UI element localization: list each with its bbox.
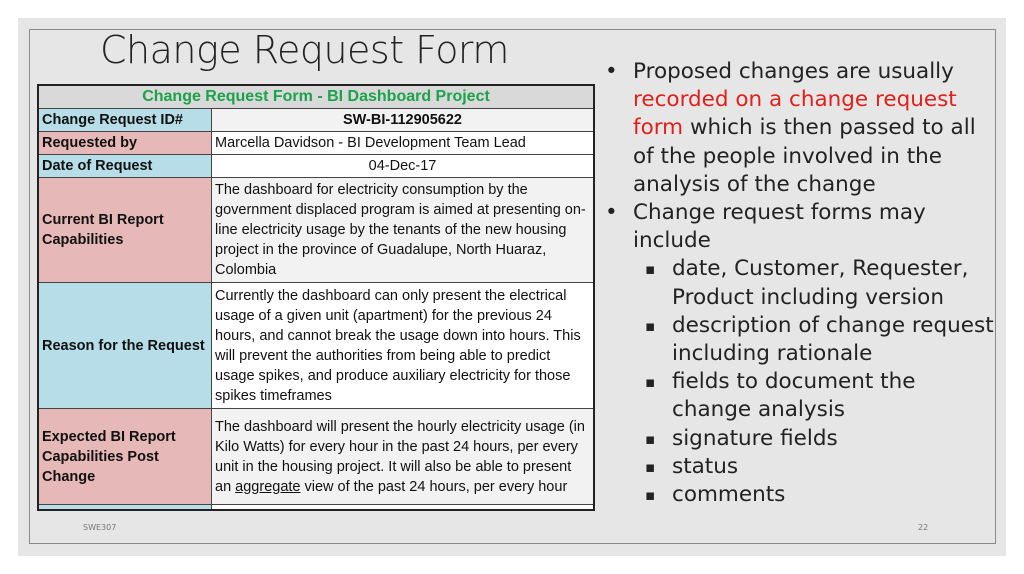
value-tail: view of the past 24 hours, per every hour [300,478,568,495]
row-label: Date of Request [38,155,212,178]
sub-bullet-item: ▪ comments [605,481,1000,509]
bullet-item: • Change request forms may include [605,199,1000,255]
bullet-item [605,58,1000,199]
bullet-list [605,58,1000,509]
sub-bullet-item: ▪ signature fields [605,425,1000,453]
text: which is then passed to all of the people involved in the analysis of the change [633,115,976,197]
table-row [38,109,594,132]
row-value: Marcella Davidson - BI Development Team Lead [212,132,595,155]
table-row [38,132,594,155]
sub-bullet-item: ▪ status [605,453,1000,481]
footer-course-code: SWE307 [83,523,117,532]
text: Proposed changes are usually [633,59,954,84]
row-label: Requested by [38,132,212,155]
table-row [38,283,594,409]
row-label: Expected BI Report Capabilities Post Change [38,409,212,505]
page-number: 22 [918,523,929,532]
row-label: Change Request ID# [38,109,212,132]
row-value: 04-Dec-17 [212,155,595,178]
value-underlined: aggregate [235,478,301,495]
row-value [212,409,595,505]
row-label: Current BI Report Capabilities [38,178,212,283]
sub-bullet-item: ▪ description of change request including rationale [605,312,1000,368]
row-value: The dashboard for electricity consumption by the government displaced program is aimed at presenting on-line electricity usage by the tenants of the new housing project in the province of Guadalupe, North Huaraz, Colombia [212,178,595,283]
change-request-form-table [37,84,595,511]
table-row [38,178,594,283]
sub-bullet-item: ▪ date, Customer, Requester, Product including version [605,255,1000,311]
highlight-text: recorded on a change request form [633,87,957,141]
value-text: The dashboard will present the hourly electricity usage (in Kilo Watts) for every hour in the past 24 hours, per every unit in the housing project. It will also be able to present an [215,418,585,495]
row-value: SW-BI-112905622 [212,109,595,132]
table-row [38,409,594,505]
empty-cell [38,505,212,510]
row-value: Currently the dashboard can only present the electrical usage of a given unit (apartment) for the previous 24 hours, and cannot break the usage down into hours. This will prevent the authorities from being able to predict usage spikes, and produce auxiliary electricity for those spikes timeframes [212,283,595,409]
row-label: Reason for the Request [38,283,212,409]
sub-bullet-item: ▪ fields to document the change analysis [605,368,1000,424]
form-header: Change Request Form - BI Dashboard Project [38,85,594,109]
slide-title: Change Request Form [100,28,509,72]
table-row [38,155,594,178]
empty-cell [212,505,595,510]
